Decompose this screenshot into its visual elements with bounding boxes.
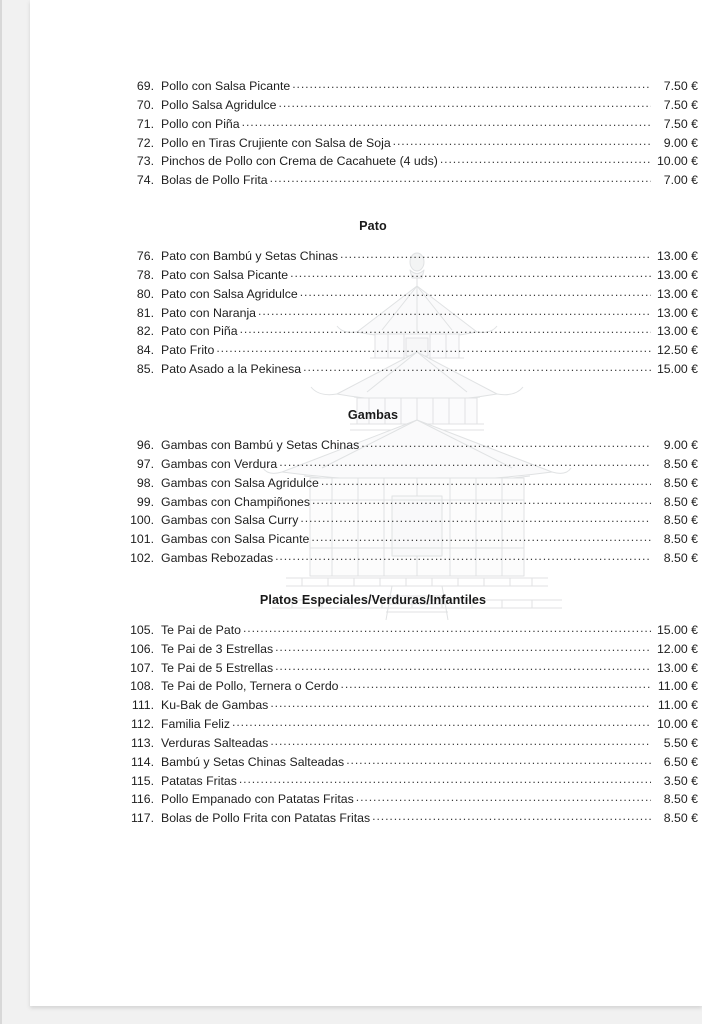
dot-leader	[311, 531, 651, 543]
dot-leader	[300, 286, 651, 298]
menu-item-name: Gambas con Salsa Curry	[161, 513, 299, 528]
menu-item-price: 7.50 €	[663, 79, 698, 93]
dot-leader	[346, 754, 651, 766]
menu-item-row	[30, 153, 702, 172]
dot-leader	[356, 791, 651, 803]
menu-item-row	[30, 716, 702, 735]
menu-item-price: 7.50 €	[663, 116, 698, 131]
menu-item-row	[30, 437, 702, 456]
menu-item-name: Verduras Salteadas	[161, 735, 269, 750]
menu-item-number: 102.	[130, 551, 154, 566]
menu-item-price: 8.50 €	[663, 792, 698, 807]
menu-item-row	[30, 697, 702, 716]
menu-item-number: 85.	[136, 362, 154, 377]
menu-item-number: 117.	[130, 811, 154, 826]
menu-item-price: 6.50 €	[663, 754, 698, 769]
spacer	[30, 233, 702, 248]
menu-item-name: Gambas con Champiñones	[161, 494, 311, 509]
menu-item-number: 112.	[130, 717, 154, 732]
menu-item-name: Te Pai de Pato	[161, 622, 241, 637]
menu-item-price: 13.00 €	[656, 660, 698, 675]
menu-item-number: 115.	[130, 773, 154, 788]
menu-item-price: 15.00 €	[656, 362, 698, 377]
dot-leader	[270, 697, 651, 709]
menu-item-name: Pollo Empanado con Patatas Fritas	[161, 792, 354, 807]
menu-item-row	[30, 622, 702, 641]
menu-item-row	[30, 735, 702, 754]
menu-item-number: 113.	[130, 735, 154, 750]
menu-item-name: Gambas con Verdura	[161, 456, 278, 471]
dot-leader	[275, 660, 651, 672]
menu-item-number: 97.	[136, 456, 154, 471]
dot-leader	[240, 323, 651, 335]
menu-item-name: Pato con Salsa Picante	[161, 267, 289, 282]
menu-section	[30, 78, 702, 191]
menu-item-price: 7.50 €	[663, 97, 698, 112]
menu-item-number: 108.	[130, 679, 154, 694]
dot-leader	[270, 172, 651, 184]
menu-item-price: 8.50 €	[663, 513, 698, 528]
menu-item-price: 13.00 €	[656, 267, 698, 282]
menu-item-name: Gambas Rebozadas	[161, 551, 274, 566]
menu-item-number: 100.	[130, 513, 154, 528]
menu-item-row	[30, 550, 702, 569]
dot-leader	[361, 437, 651, 449]
menu-item-number: 71.	[136, 116, 154, 131]
menu-item-row	[30, 116, 702, 135]
menu-item-name: Familia Feliz	[161, 717, 231, 732]
menu-item-number: 101.	[130, 532, 154, 547]
menu-item-name: Te Pai de 3 Estrellas	[161, 641, 274, 656]
dot-leader	[270, 735, 651, 747]
menu-item-price: 8.50 €	[663, 811, 698, 826]
menu-item-price: 12.00 €	[656, 641, 698, 656]
menu-item-name: Pollo con Salsa Picante	[161, 79, 291, 93]
dot-leader	[275, 641, 651, 653]
dot-leader	[321, 475, 651, 487]
menu-item-price: 8.50 €	[663, 456, 698, 471]
menu-item-row	[30, 172, 702, 191]
menu-item-price: 8.50 €	[663, 532, 698, 547]
menu-item-name: Pato con Salsa Agridulce	[161, 286, 298, 301]
dot-leader	[292, 78, 651, 90]
menu-item-number: 72.	[136, 135, 154, 150]
menu-item-number: 114.	[130, 754, 154, 769]
dot-leader	[340, 248, 651, 260]
menu-item-row	[30, 791, 702, 810]
menu-item-price: 5.50 €	[663, 735, 698, 750]
dot-leader	[275, 550, 651, 562]
menu-item-price: 13.00 €	[656, 324, 698, 339]
menu-item-name: Bolas de Pollo Frita	[161, 173, 268, 188]
menu-item-number: 80.	[136, 286, 154, 301]
dot-leader	[372, 810, 651, 822]
menu-item-price: 13.00 €	[656, 286, 698, 301]
menu-item-row	[30, 773, 702, 792]
section-heading: Gambas	[347, 407, 399, 422]
menu-item-row	[30, 267, 702, 286]
menu-item-name: Pollo Salsa Agridulce	[161, 97, 277, 112]
dot-leader	[312, 494, 651, 506]
menu-item-row	[30, 248, 702, 267]
menu-item-name: Bolas de Pollo Frita con Patatas Fritas	[161, 811, 371, 826]
dot-leader	[279, 97, 651, 109]
menu-section	[30, 408, 702, 569]
menu-item-number: 76.	[136, 249, 154, 264]
menu-item-row	[30, 135, 702, 154]
menu-item-number: 106.	[130, 641, 154, 656]
menu-item-row	[30, 305, 702, 324]
menu-item-number: 98.	[136, 475, 154, 490]
menu-item-number: 73.	[136, 154, 154, 169]
menu-item-list	[30, 622, 702, 829]
menu-item-price: 15.00 €	[656, 622, 698, 637]
menu-item-number: 107.	[130, 660, 154, 675]
menu-item-name: Pato con Bambú y Setas Chinas	[161, 249, 339, 264]
menu-item-number: 111.	[131, 698, 154, 713]
dot-leader	[393, 135, 651, 147]
menu-section	[30, 593, 702, 829]
menu-item-price: 11.00 €	[657, 698, 698, 713]
dot-leader	[341, 678, 652, 690]
dot-leader	[242, 116, 651, 128]
menu-item-price: 8.50 €	[663, 551, 698, 566]
menu-item-number: 70.	[136, 97, 154, 112]
section-heading: Platos Especiales/Verduras/Infantiles	[259, 592, 487, 607]
spacer	[30, 607, 702, 622]
menu-item-number: 81.	[136, 305, 154, 320]
menu-item-price: 10.00 €	[656, 154, 698, 169]
menu-item-list	[30, 78, 702, 191]
menu-item-row	[30, 494, 702, 513]
dot-leader	[440, 153, 651, 165]
menu-item-name: Gambas con Salsa Agridulce	[161, 475, 319, 490]
menu-item-price: 9.00 €	[663, 437, 698, 452]
menu-item-row	[30, 475, 702, 494]
menu-item-name: Ku-Bak de Gambas	[161, 698, 269, 713]
dot-leader	[232, 716, 651, 728]
menu-item-row	[30, 78, 702, 97]
menu-item-number: 84.	[136, 343, 154, 358]
dot-leader	[290, 267, 651, 279]
dot-leader	[258, 305, 651, 317]
menu-item-price: 12.50 €	[656, 343, 698, 358]
menu-item-name: Pato Asado a la Pekinesa	[161, 362, 302, 377]
menu-item-name: Pato con Naranja	[161, 305, 257, 320]
dot-leader	[243, 622, 651, 634]
menu-item-name: Gambas con Salsa Picante	[161, 532, 310, 547]
menu-item-row	[30, 97, 702, 116]
menu-item-row	[30, 323, 702, 342]
menu-item-row	[30, 810, 702, 829]
menu-item-number: 96.	[136, 437, 154, 452]
spacer	[30, 569, 702, 593]
menu-item-number: 99.	[136, 494, 154, 509]
menu-item-number: 74.	[136, 173, 154, 188]
menu-item-row	[30, 660, 702, 679]
section-heading: Pato	[359, 219, 387, 234]
menu-item-list	[30, 437, 702, 569]
dot-leader	[216, 342, 651, 354]
menu-item-name: Patatas Fritas	[161, 773, 237, 788]
menu-item-row	[30, 361, 702, 380]
menu-item-name: Te Pai de 5 Estrellas	[161, 660, 274, 675]
spacer	[30, 422, 702, 437]
menu-item-number: 78.	[136, 267, 154, 282]
menu-item-list	[30, 248, 702, 380]
menu-item-name: Pato con Piña	[161, 324, 238, 339]
menu-item-name: Gambas con Bambú y Setas Chinas	[161, 437, 360, 452]
dot-leader	[279, 456, 651, 468]
menu-item-number: 116.	[130, 792, 154, 807]
spacer	[30, 191, 702, 219]
page-left-gutter	[0, 0, 30, 1024]
dot-leader	[300, 512, 651, 524]
menu-item-name: Bambú y Setas Chinas Salteadas	[161, 754, 345, 769]
menu-item-name: Pollo en Tiras Crujiente con Salsa de Soja	[161, 135, 391, 150]
dot-leader	[303, 361, 651, 373]
menu-content	[30, 0, 702, 829]
menu-item-row	[30, 531, 702, 550]
menu-item-price: 7.00 €	[663, 173, 698, 188]
menu-item-name: Pinchos de Pollo con Crema de Cacahuete (4 uds)	[161, 154, 438, 169]
menu-page	[30, 0, 702, 1006]
menu-item-price: 3.50 €	[663, 773, 698, 788]
menu-item-row	[30, 678, 702, 697]
menu-item-name: Te Pai de Pollo, Ternera o Cerdo	[161, 679, 339, 694]
menu-item-price: 8.50 €	[663, 494, 698, 509]
spacer	[30, 380, 702, 408]
menu-item-row	[30, 512, 702, 531]
dot-leader	[239, 773, 651, 785]
menu-item-price: 10.00 €	[656, 717, 698, 732]
menu-item-row	[30, 456, 702, 475]
menu-item-row	[30, 286, 702, 305]
menu-item-name: Pollo con Piña	[161, 116, 240, 131]
menu-item-price: 8.50 €	[663, 475, 698, 490]
menu-item-row	[30, 754, 702, 773]
menu-item-row	[30, 641, 702, 660]
menu-item-price: 9.00 €	[663, 135, 698, 150]
menu-item-number: 105.	[130, 622, 154, 637]
menu-item-row	[30, 342, 702, 361]
menu-item-price: 13.00 €	[656, 305, 698, 320]
menu-item-price: 11.00 €	[657, 679, 698, 694]
menu-section	[30, 219, 702, 380]
menu-item-number: 82.	[136, 324, 154, 339]
menu-item-number: 69.	[136, 79, 154, 93]
menu-item-price: 13.00 €	[656, 249, 698, 264]
menu-item-name: Pato Frito	[161, 343, 215, 358]
